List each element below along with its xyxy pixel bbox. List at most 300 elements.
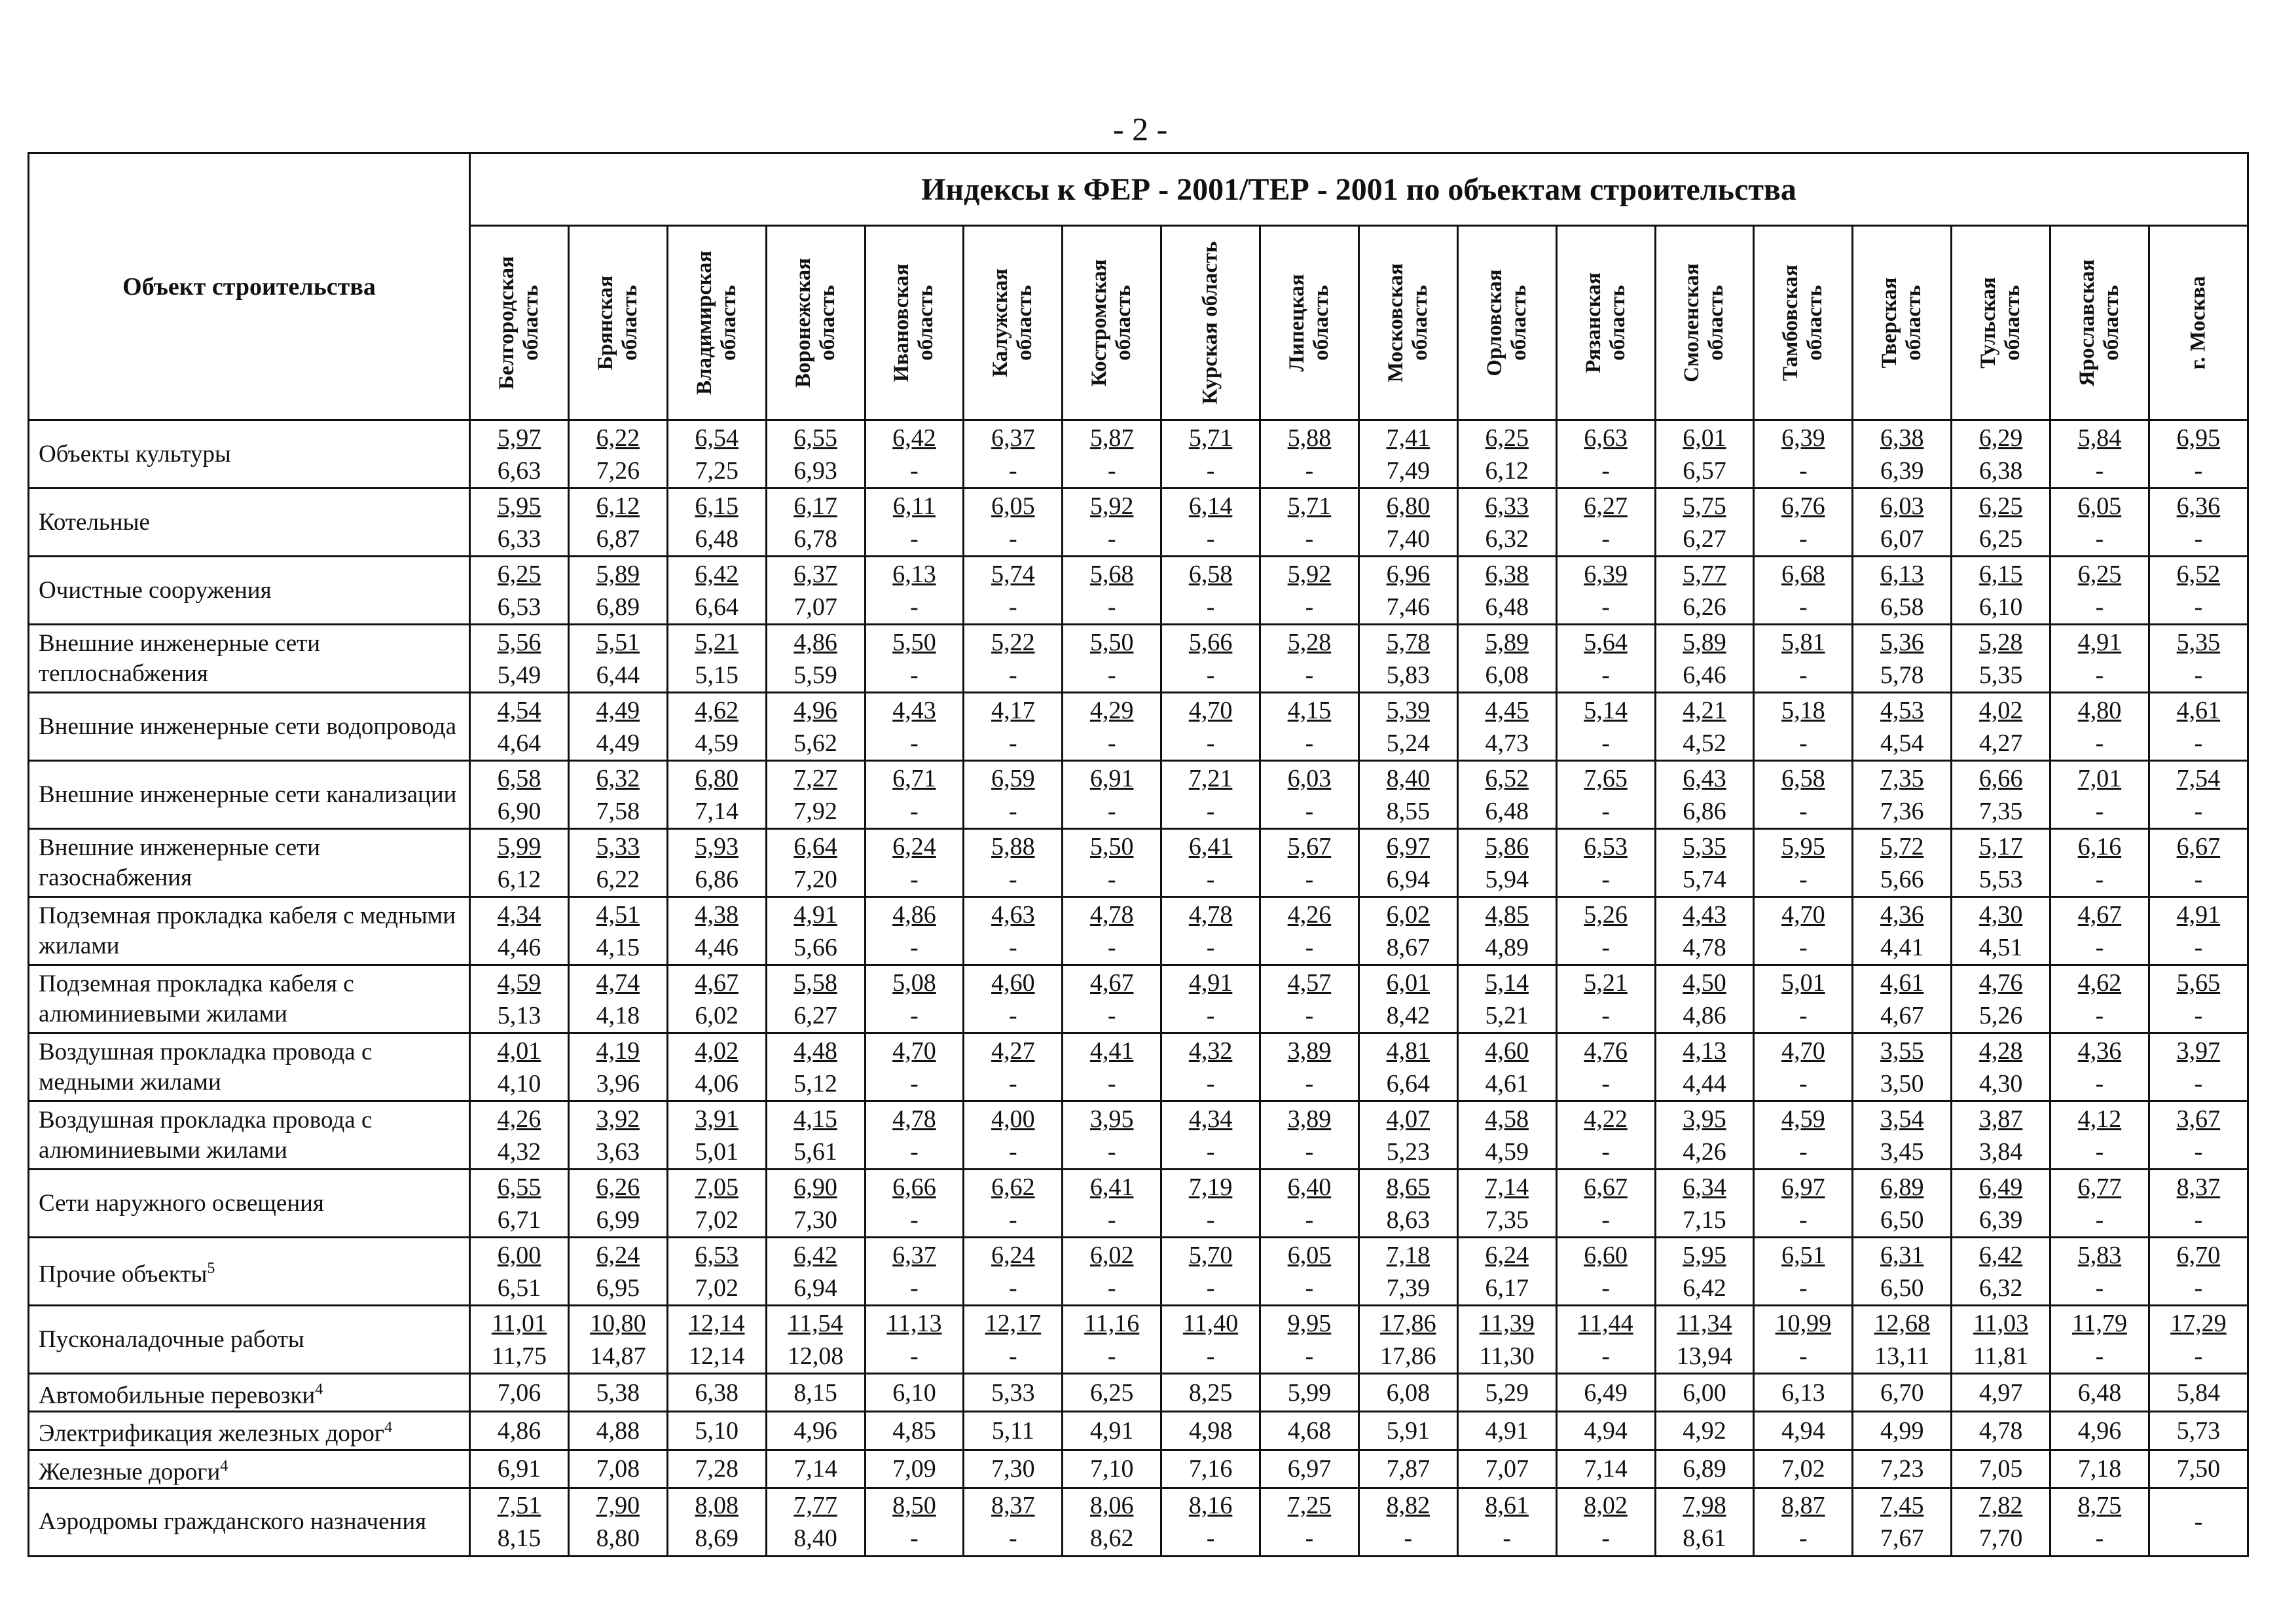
- value-fer: 3,95: [1683, 1105, 1726, 1133]
- value-cell: [1655, 1101, 1754, 1170]
- row-name: [29, 1033, 470, 1101]
- value-cell: [2050, 420, 2149, 489]
- value-cell: [964, 489, 1063, 557]
- value-fer: 6,64: [793, 832, 837, 860]
- value-cell: [1358, 489, 1457, 557]
- value-ter: -: [1305, 593, 1314, 621]
- value-cell: [568, 557, 667, 625]
- value-ter: -: [1305, 1206, 1314, 1234]
- value-fer: 6,67: [2176, 832, 2221, 860]
- value-ter: -: [1008, 1274, 1017, 1302]
- value-fer: 5,56: [497, 628, 541, 656]
- value-cell: [667, 1238, 766, 1306]
- value-fer: 5,89: [596, 560, 640, 588]
- value-fer: 4,45: [1485, 696, 1529, 724]
- value-ter: 8,42: [1386, 1001, 1430, 1029]
- value-fer: 4,22: [1584, 1105, 1628, 1133]
- value-ter: 6,10: [1978, 593, 2023, 621]
- value-ter: -: [1107, 593, 1116, 621]
- value-ter: 3,50: [1880, 1069, 1924, 1098]
- value-cell: [865, 1488, 964, 1556]
- value-fer: 11,01: [491, 1309, 547, 1337]
- value-fer: 6,02: [1089, 1241, 1134, 1269]
- value-cell: [1952, 829, 2050, 897]
- value-ter: -: [1798, 1274, 1808, 1302]
- value-cell: [1556, 1033, 1655, 1101]
- value-cell: [1358, 1033, 1457, 1101]
- value-cell: [470, 1101, 569, 1170]
- value-fer: 5,28: [1287, 628, 1332, 656]
- value-ter: 6,26: [1683, 593, 1726, 621]
- value-cell: [1853, 1238, 1952, 1306]
- row-name: [29, 1412, 470, 1450]
- value-cell: 7,16: [1161, 1450, 1260, 1488]
- row-name-text: Котельные: [39, 508, 150, 536]
- value-fer: 5,89: [1485, 628, 1529, 656]
- value-fer: 6,38: [1485, 560, 1529, 588]
- value-cell: [1754, 1170, 1853, 1238]
- row-name-text: Прочие объекты: [39, 1261, 208, 1288]
- region-label: Брянская область: [593, 275, 642, 371]
- value-cell: [1457, 1488, 1556, 1556]
- value-fer: 4,67: [2077, 900, 2122, 929]
- value-ter: 6,90: [497, 797, 541, 825]
- value-fer: 5,14: [1584, 696, 1628, 724]
- value-cell: [1754, 1306, 1853, 1374]
- value-fer: 6,05: [1287, 1241, 1332, 1269]
- value-cell: [1063, 761, 1161, 829]
- value-cell: [1655, 489, 1754, 557]
- value-fer: 6,62: [991, 1173, 1035, 1201]
- value-cell: [1358, 693, 1457, 761]
- value-fer: 4,02: [1978, 696, 2023, 724]
- object-column-header: Объект строительства: [29, 153, 470, 420]
- value-ter: 6,27: [1683, 525, 1726, 553]
- value-fer: 6,76: [1781, 492, 1825, 520]
- row-name: [29, 897, 470, 965]
- value-fer: 7,54: [2176, 764, 2221, 792]
- value-ter: 7,30: [793, 1206, 837, 1234]
- value-fer: 5,21: [1584, 969, 1628, 997]
- value-ter: -: [1601, 729, 1610, 757]
- value-ter: 8,15: [497, 1524, 541, 1553]
- value-fer: 8,37: [991, 1492, 1035, 1520]
- value-fer: 11,44: [1578, 1309, 1633, 1337]
- value-fer: 4,02: [695, 1037, 738, 1065]
- value-ter: -: [1206, 933, 1215, 961]
- value-fer: 4,43: [892, 696, 936, 724]
- value-cell: [1853, 420, 1952, 489]
- value-cell: [766, 420, 865, 489]
- value-fer: 5,71: [1287, 492, 1332, 520]
- value-cell: [1556, 1488, 1655, 1556]
- value-cell: [1754, 761, 1853, 829]
- value-fer: 7,21: [1188, 764, 1233, 792]
- value-ter: -: [910, 1001, 919, 1029]
- value-ter: -: [1008, 1137, 1017, 1166]
- value-cell: 4,96: [2050, 1412, 2149, 1450]
- value-cell: [1260, 489, 1359, 557]
- table-row: [29, 1306, 2248, 1374]
- value-cell: [964, 1306, 1063, 1374]
- value-fer: 6,24: [596, 1241, 640, 1269]
- value-cell: [470, 1488, 569, 1556]
- value-cell: [1655, 761, 1754, 829]
- value-cell: -: [2149, 1488, 2248, 1556]
- value-cell: 5,33: [964, 1374, 1063, 1412]
- value-fer: 6,58: [1781, 764, 1825, 792]
- value-cell: [766, 1488, 865, 1556]
- value-ter: 4,27: [1978, 729, 2023, 757]
- value-fer: 6,25: [497, 560, 541, 588]
- value-cell: [2149, 965, 2248, 1033]
- value-cell: [1457, 1306, 1556, 1374]
- value-cell: [1161, 1238, 1260, 1306]
- value-fer: 5,78: [1386, 628, 1430, 656]
- value-cell: [470, 625, 569, 693]
- value-ter: 6,22: [596, 865, 640, 893]
- value-cell: [1556, 1101, 1655, 1170]
- value-cell: [1556, 557, 1655, 625]
- value-ter: 6,94: [1386, 865, 1430, 893]
- value-ter: -: [1008, 865, 1017, 893]
- value-ter: 6,39: [1880, 456, 1924, 485]
- value-cell: [1853, 489, 1952, 557]
- value-cell: 7,02: [1754, 1450, 1853, 1488]
- value-cell: [1161, 1488, 1260, 1556]
- value-cell: [865, 897, 964, 965]
- value-fer: 4,67: [1089, 969, 1134, 997]
- value-fer: 6,77: [2077, 1173, 2122, 1201]
- region-header: [1358, 226, 1457, 420]
- value-ter: 6,53: [497, 593, 541, 621]
- value-fer: 6,97: [1386, 832, 1430, 860]
- value-fer: 5,50: [1089, 628, 1134, 656]
- row-name: [29, 489, 470, 557]
- value-ter: 8,55: [1386, 797, 1430, 825]
- value-cell: [470, 897, 569, 965]
- value-cell: [2149, 1238, 2248, 1306]
- value-cell: [766, 1170, 865, 1238]
- value-cell: [1063, 897, 1161, 965]
- value-ter: 8,63: [1386, 1206, 1430, 1234]
- table-row: [29, 1450, 2248, 1488]
- row-name: [29, 625, 470, 693]
- value-ter: 6,02: [695, 1001, 738, 1029]
- value-cell: [1457, 1033, 1556, 1101]
- value-fer: 6,12: [596, 492, 640, 520]
- value-cell: [470, 761, 569, 829]
- value-ter: 4,64: [497, 729, 541, 757]
- value-ter: -: [1008, 1524, 1017, 1553]
- value-cell: [865, 1170, 964, 1238]
- value-cell: [1655, 965, 1754, 1033]
- value-ter: 7,36: [1880, 797, 1924, 825]
- value-ter: 4,86: [1683, 1001, 1726, 1029]
- value-cell: [1260, 1101, 1359, 1170]
- value-ter: -: [2095, 661, 2104, 689]
- value-cell: 6,91: [470, 1450, 569, 1488]
- value-ter: 6,93: [793, 456, 837, 485]
- value-cell: [1063, 965, 1161, 1033]
- value-ter: -: [2095, 456, 2104, 485]
- value-cell: [1853, 897, 1952, 965]
- region-header: [1853, 226, 1952, 420]
- value-fer: 4,91: [1188, 969, 1233, 997]
- value-ter: 7,39: [1386, 1274, 1430, 1302]
- region-label: Смоленская область: [1680, 263, 1728, 382]
- value-cell: 5,10: [667, 1412, 766, 1450]
- value-ter: -: [1601, 1206, 1610, 1234]
- value-ter: 4,89: [1485, 933, 1529, 961]
- value-ter: -: [2095, 593, 2104, 621]
- value-fer: 5,58: [793, 969, 837, 997]
- region-header: [1161, 226, 1260, 420]
- value-ter: -: [1107, 456, 1116, 485]
- value-ter: 3,96: [596, 1069, 640, 1098]
- value-fer: 4,41: [1089, 1037, 1134, 1065]
- value-cell: [1952, 693, 2050, 761]
- region-header: [1952, 226, 2050, 420]
- value-cell: [865, 965, 964, 1033]
- table-row: [29, 897, 2248, 965]
- value-cell: 8,25: [1161, 1374, 1260, 1412]
- value-cell: [964, 693, 1063, 761]
- value-cell: [2149, 1033, 2248, 1101]
- value-cell: [2050, 1101, 2149, 1170]
- value-ter: -: [1008, 1069, 1017, 1098]
- value-ter: 6,32: [1485, 525, 1529, 553]
- value-ter: -: [2194, 729, 2203, 757]
- value-cell: [1457, 1238, 1556, 1306]
- value-fer: 6,38: [1880, 424, 1924, 452]
- value-cell: 7,50: [2149, 1450, 2248, 1488]
- region-header: [1063, 226, 1161, 420]
- value-cell: [1853, 1101, 1952, 1170]
- value-ter: 4,59: [695, 729, 738, 757]
- value-ter: 3,45: [1880, 1137, 1924, 1166]
- value-cell: [1754, 829, 1853, 897]
- region-label: Ярославская область: [2075, 259, 2123, 387]
- value-fer: 6,52: [1485, 764, 1529, 792]
- region-header: [667, 226, 766, 420]
- value-cell: 4,94: [1556, 1412, 1655, 1450]
- value-cell: [964, 965, 1063, 1033]
- row-name-text: Воздушная прокладка провода с алюминиевыми жилами: [39, 1106, 373, 1164]
- value-ter: -: [1601, 525, 1610, 553]
- value-cell: [667, 1101, 766, 1170]
- value-fer: 11,54: [788, 1309, 843, 1337]
- value-fer: 6,80: [1386, 492, 1430, 520]
- value-cell: [1853, 557, 1952, 625]
- value-cell: [1655, 420, 1754, 489]
- value-ter: -: [1798, 797, 1808, 825]
- value-cell: [1260, 897, 1359, 965]
- value-fer: 5,81: [1781, 628, 1825, 656]
- value-cell: 7,06: [470, 1374, 569, 1412]
- value-ter: 8,40: [793, 1524, 837, 1553]
- value-ter: 4,52: [1683, 729, 1726, 757]
- region-label: Калужская область: [989, 268, 1037, 377]
- value-cell: [1358, 1101, 1457, 1170]
- value-ter: 14,87: [590, 1342, 646, 1370]
- value-ter: 6,58: [1880, 593, 1924, 621]
- value-fer: 12,68: [1874, 1309, 1930, 1337]
- value-cell: [1161, 965, 1260, 1033]
- table-title: Индексы к ФЕР - 2001/ТЕР - 2001 по объектам строительства: [470, 153, 2248, 226]
- value-fer: 4,59: [1781, 1105, 1825, 1133]
- value-ter: -: [2095, 865, 2104, 893]
- value-ter: -: [2095, 1137, 2104, 1166]
- value-fer: 8,61: [1485, 1492, 1529, 1520]
- value-fer: 5,72: [1880, 832, 1924, 860]
- value-cell: [1457, 420, 1556, 489]
- value-ter: 6,25: [1978, 525, 2023, 553]
- value-cell: [1853, 693, 1952, 761]
- row-name-text: Железные дороги: [39, 1458, 221, 1485]
- value-ter: -: [1008, 729, 1017, 757]
- value-fer: 6,31: [1880, 1241, 1924, 1269]
- value-cell: [766, 557, 865, 625]
- value-cell: [1952, 489, 2050, 557]
- value-fer: 9,95: [1287, 1309, 1332, 1337]
- value-cell: [2149, 829, 2248, 897]
- value-ter: 7,49: [1386, 456, 1430, 485]
- value-fer: 6,29: [1978, 424, 2023, 452]
- value-cell: [766, 625, 865, 693]
- value-cell: [470, 829, 569, 897]
- value-ter: 7,58: [596, 797, 640, 825]
- value-ter: 7,70: [1978, 1524, 2023, 1553]
- value-cell: 7,05: [1952, 1450, 2050, 1488]
- value-cell: [1358, 897, 1457, 965]
- value-cell: [865, 1033, 964, 1101]
- row-name-text: Очистные сооружения: [39, 576, 272, 604]
- value-ter: 6,48: [695, 525, 738, 553]
- row-name: [29, 557, 470, 625]
- value-ter: 7,20: [793, 865, 837, 893]
- index-table: [27, 152, 2249, 1557]
- value-cell: 8,15: [766, 1374, 865, 1412]
- value-cell: [1457, 557, 1556, 625]
- region-label: г. Москва: [2186, 276, 2210, 370]
- value-ter: -: [1305, 865, 1314, 893]
- value-ter: 4,15: [596, 933, 640, 961]
- value-cell: [1754, 1238, 1853, 1306]
- value-fer: 11,79: [2071, 1309, 2127, 1337]
- value-cell: [1260, 1033, 1359, 1101]
- value-fer: 4,17: [991, 696, 1035, 724]
- value-ter: 5,78: [1880, 661, 1924, 689]
- value-cell: [470, 1033, 569, 1101]
- row-name-text: Внешние инженерные сети канализации: [39, 781, 457, 808]
- value-fer: 6,15: [695, 492, 738, 520]
- value-fer: 6,15: [1978, 560, 2023, 588]
- value-ter: 6,38: [1978, 456, 2023, 485]
- value-fer: 4,78: [1188, 900, 1233, 929]
- value-fer: 5,95: [497, 492, 541, 520]
- value-fer: 6,01: [1683, 424, 1726, 452]
- value-ter: -: [1206, 525, 1215, 553]
- value-ter: -: [1601, 797, 1610, 825]
- value-ter: 5,15: [695, 661, 738, 689]
- region-label: Костромская область: [1087, 259, 1136, 387]
- value-ter: -: [1008, 661, 1017, 689]
- value-cell: [1754, 420, 1853, 489]
- value-fer: 5,28: [1978, 628, 2023, 656]
- value-cell: [766, 897, 865, 965]
- value-cell: [1063, 1306, 1161, 1374]
- value-ter: -: [1206, 865, 1215, 893]
- value-ter: -: [910, 1137, 919, 1166]
- row-name: [29, 829, 470, 897]
- value-ter: 5,01: [695, 1137, 738, 1166]
- value-fer: 8,16: [1188, 1492, 1233, 1520]
- value-fer: 5,51: [596, 628, 640, 656]
- region-label: Орловская область: [1482, 269, 1531, 377]
- value-cell: 7,30: [964, 1450, 1063, 1488]
- value-ter: -: [1107, 1342, 1116, 1370]
- value-cell: [766, 761, 865, 829]
- value-ter: -: [2095, 1069, 2104, 1098]
- value-ter: 6,50: [1880, 1206, 1924, 1234]
- value-fer: 5,70: [1188, 1241, 1233, 1269]
- value-fer: 7,65: [1584, 764, 1628, 792]
- value-fer: 6,90: [793, 1173, 837, 1201]
- value-ter: 7,46: [1386, 593, 1430, 621]
- value-cell: [964, 829, 1063, 897]
- value-ter: 6,46: [1683, 661, 1726, 689]
- region-header: [1655, 226, 1754, 420]
- value-fer: 4,34: [497, 900, 541, 929]
- value-ter: 7,35: [1978, 797, 2023, 825]
- value-cell: [2050, 761, 2149, 829]
- value-fer: 11,34: [1677, 1309, 1732, 1337]
- value-fer: 6,58: [497, 764, 541, 792]
- value-cell: [1556, 420, 1655, 489]
- value-cell: [568, 625, 667, 693]
- value-fer: 6,26: [596, 1173, 640, 1201]
- value-cell: [1853, 1170, 1952, 1238]
- value-ter: -: [2194, 1206, 2203, 1234]
- value-cell: [865, 693, 964, 761]
- value-ter: -: [2194, 797, 2203, 825]
- value-ter: 7,02: [695, 1274, 738, 1302]
- value-ter: -: [910, 933, 919, 961]
- value-cell: [568, 1488, 667, 1556]
- value-cell: [1260, 965, 1359, 1033]
- value-fer: 5,50: [892, 628, 936, 656]
- value-fer: 4,58: [1485, 1105, 1529, 1133]
- value-cell: 4,78: [1952, 1412, 2050, 1450]
- value-fer: 6,13: [892, 560, 936, 588]
- value-cell: [667, 693, 766, 761]
- value-fer: 4,91: [2176, 900, 2221, 929]
- value-ter: -: [2095, 525, 2104, 553]
- value-ter: -: [1798, 933, 1808, 961]
- value-cell: [766, 1306, 865, 1374]
- value-cell: [1556, 761, 1655, 829]
- value-cell: [1457, 829, 1556, 897]
- value-ter: 6,95: [596, 1274, 640, 1302]
- value-fer: 3,55: [1880, 1037, 1924, 1065]
- value-cell: [1457, 693, 1556, 761]
- value-fer: 6,25: [1485, 424, 1529, 452]
- value-cell: [865, 557, 964, 625]
- value-cell: 5,38: [568, 1374, 667, 1412]
- value-ter: -: [1206, 1206, 1215, 1234]
- value-ter: -: [1305, 1524, 1314, 1553]
